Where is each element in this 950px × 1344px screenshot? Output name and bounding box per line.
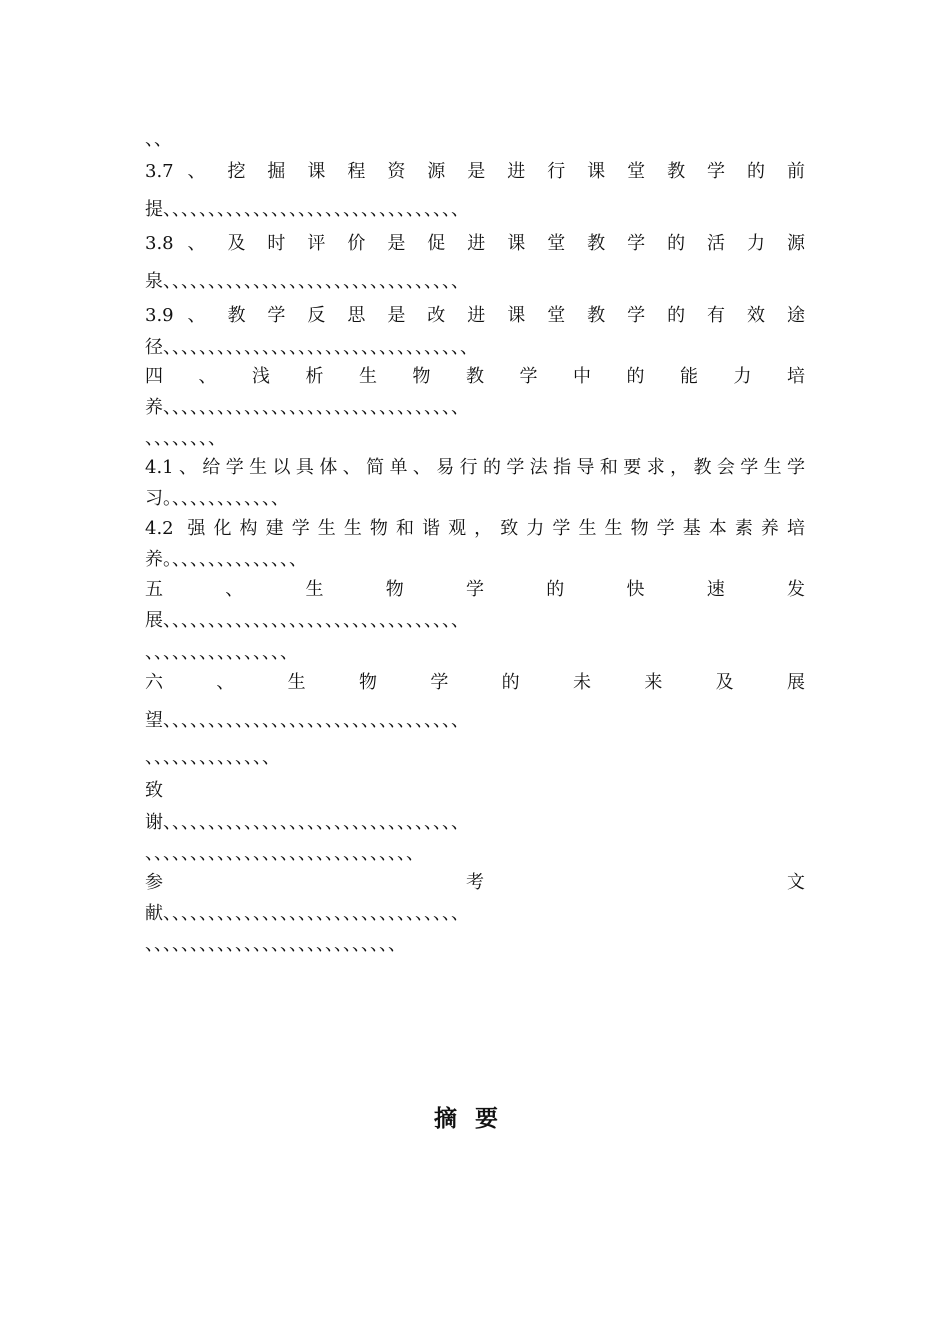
toc-leader: 径、、、、、、、、、、、、、、、、、、、、、、、、、、、、、、、、、、 [145,337,478,358]
toc-entry-3-8: 3.8 、 及 时 评 价 是 促 进 课 堂 教 学 的 活 力 源 [145,233,805,254]
toc-entry-4: 四 、 浅 析 生 物 教 学 中 的 能 力 培 [145,366,805,387]
toc-leader: 、、、、、、、、、、、、、、、、、、、、、、、、、、、、、、 [145,843,424,864]
toc-leader: 、、、、、、、、 [145,428,226,449]
toc-leader: 展、、、、、、、、、、、、、、、、、、、、、、、、、、、、、、、、、 [145,610,469,631]
toc-leader: 、、、、、、、、、、、、、、 [145,747,280,768]
toc-leader: 提、、、、、、、、、、、、、、、、、、、、、、、、、、、、、、、、、 [145,199,469,220]
toc-leader: 望、、、、、、、、、、、、、、、、、、、、、、、、、、、、、、、、、 [145,710,469,731]
toc-leader: 习。、、、、、、、、、、、、 [145,488,289,509]
toc-leader: 、、、、、、、、、、、、、、、、 [145,642,298,663]
toc-entry-5: 五 、 生 物 学 的 快 速 发 [145,579,805,600]
toc-entry-4-1: 4.1、给学生以具体、简单、易行的学法指导和要求，教会学生学 [145,457,805,478]
toc-leader: 养、、、、、、、、、、、、、、、、、、、、、、、、、、、、、、、、、 [145,397,469,418]
toc-leader: 献、、、、、、、、、、、、、、、、、、、、、、、、、、、、、、、、、 [145,903,469,924]
toc-entry-3-9: 3.9 、 教 学 反 思 是 改 进 课 堂 教 学 的 有 效 途 [145,305,805,326]
toc-entry-references: 参 考 文 [145,872,805,893]
toc-leader: 泉、、、、、、、、、、、、、、、、、、、、、、、、、、、、、、、、、 [145,271,469,292]
toc-leader: 养。、、、、、、、、、、、、、、 [145,549,307,570]
abstract-heading: 摘要 [434,1105,516,1132]
toc-entry-6: 六 、 生 物 学 的 未 来 及 展 [145,672,805,693]
toc-line: 、、 [145,129,172,150]
toc-leader: 谢、、、、、、、、、、、、、、、、、、、、、、、、、、、、、、、、、 [145,812,469,833]
toc-entry-3-7: 3.7 、 挖 掘 课 程 资 源 是 进 行 课 堂 教 学 的 前 [145,161,805,182]
toc-entry-acknowledgements: 致 [145,780,163,801]
toc-entry-4-2: 4.2 强化构建学生生物和谐观，致力学生生物学基本素养培 [145,518,805,539]
toc-leader: 、、、、、、、、、、、、、、、、、、、、、、、、、、、、 [145,934,406,955]
